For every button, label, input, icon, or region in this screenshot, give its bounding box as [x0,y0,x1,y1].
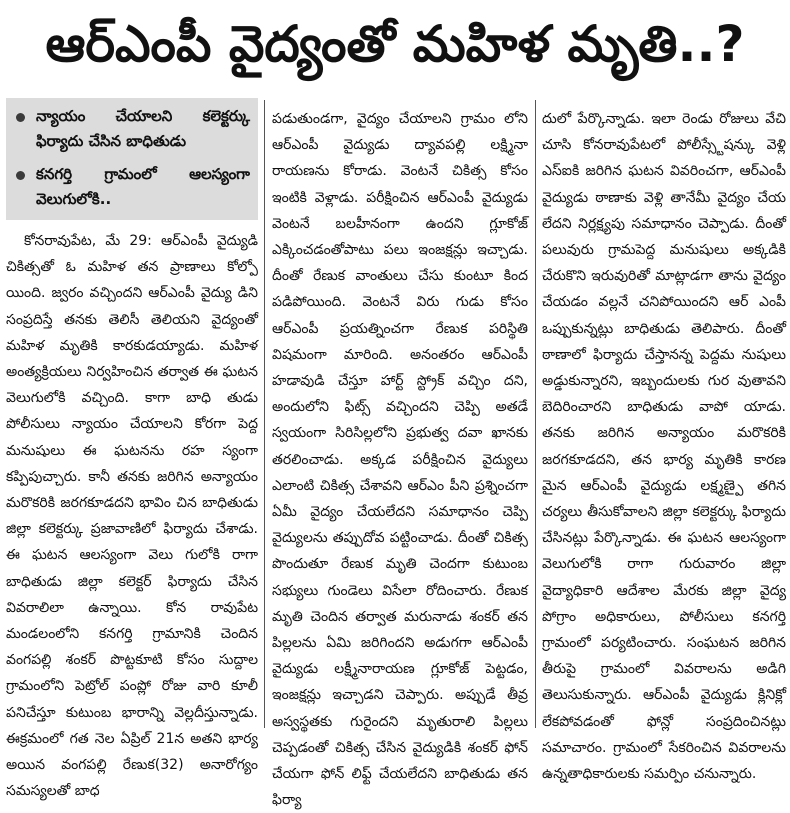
highlight-text: న్యాయం చేయాలని కలెక్టర్కు ఫిర్యాదు చేసిన బాధితుడు [36,107,250,150]
bullet-icon [16,113,25,122]
article-text: దులో పేర్కొన్నాడు. ఇలా రెండు రోజులు వేచి చూసి కోనరావుపేటలో పోలీస్స్టేషన్కు వెళ్లి ఎస్ఐకి జరిగిన ఘటన వివరించగా, ఆర్ఎంపీ వైద్యుడు ఠాణాకు వెళ్లి తానేమీ వైద్యం చేయ లేదని నిర్లక్ష్యపు సమాధానం చెప్పాడు. దీంతో పలువురు గ్రామపెద్ద మనుషులు అక్కడికి చేరుకొని ఇరువురితో మాట్లాడగా తాను వైద్యం చేయడం వల్లనే చనిపోయిందని ఆర్ ఎంపీ ఒప్పుకున్నట్లు బాధితుడు తెలిపారు. దీంతో ఠాణాలో ఫిర్యాదు చేస్తానన్న పెద్దమ నుషులు అడ్డుకున్నారని, ఇబ్బందులకు గుర వుతావని బెదిరించారని బాధితుడు వాపో యాడు. తనకు జరిగిన అన్యాయం మరొకరికి జరగకూడదని, తన భార్య మృతికి కారణ మైన ఆర్ఎంపీ వైద్యుడు లక్ష్మణ్పై తగిన చర్యలు తీసుకోవాలని జిల్లా కలెక్టర్కు ఫిర్యాదు చేసినట్లు పేర్కొన్నాడు. ఈ ఘటన ఆలస్యంగా వెలుగులోకి రాగా గురువారం జిల్లా వైద్యాధికారి ఆదేశాల మేరకు జిల్లా వైద్య పోగ్రాం అధికారులు, పోలీసులు కనగర్తి గ్రామంలో పర్యటించారు. సంఘటన జరిగిన తీరుపై గ్రామంలో వివరాలను అడిగి తెలుసుకున్నారు. ఆర్ఎంపీ వైద్యుడు క్లినిక్లో లేకపోవడంతో ఫోన్లో సంప్రదించినట్లు సమాచారం. గ్రామంలో సేకరించిన వివరాలను ఉన్నతాధికారులకు సమర్పిం చనున్నారు. [542,111,786,783]
article-text: పడుతుండగా, వైద్యం చేయాలని గ్రామం లోని ఆర్ఎంపీ వైద్యుడు ద్యావపల్లి లక్ష్మినా రాయణను కోరాడు. వెంటనే చికిత్స కోసం ఇంటికి వెళ్లాడు. పరీక్షించిన ఆర్ఎంపీ వైద్యుడు వెంటనే బలహీనంగా ఉందని గ్లూకోజ్ ఎక్కించడంతోపాటు పలు ఇంజక్షన్లు ఇచ్చాడు. దీంతో రేణుక వాంతులు చేసు కుంటూ కింద పడిపోయింది. వెంటనే విరు గుడు కోసం ఆర్ఎంపీ ప్రయత్నించగా రేణుక పరిస్థితి విషమంగా మారింది. అనంతరం ఆర్ఎంపీ హడావుడి చేస్తూ హార్ట్ స్ట్రోక్ వచ్చిం దని, అందులోని ఫిట్స్ వచ్చిందని చెప్పి అతడే స్వయంగా సిరిసిల్లలోని ప్రభుత్వ దవా ఖానకు తరలించాడు. అక్కడ పరీక్షించిన వైద్యులు ఎలాంటి చికిత్స చేశావని ఆర్ఎం పీని ప్రశ్నించగా ఏమీ వైద్యం చేయలేదని సమాధానం చెప్పి వైద్యులను తప్పుదోవ పట్టించాడు. దీంతో చికిత్స పొందుతూ రేణుక మృతి చెందగా కుటుంబ సభ్యులు గుండెలు విసేలా రోదించారు. రేణుక మృతి చెందిన తర్వాత మరునాడు శంకర్ తన పిల్లలను ఏమి జరిగిందని అడుగగా ఆర్ఎంపీ వైద్యుడు లక్ష్మీనారాయణ గ్లూకోజ్ పెట్టడం, ఇంజక్షన్లు ఇచ్చాడని చెప్పారు. అప్పుడే తీవ్ర అస్వస్థతకు గురైందని మృతురాలి పిల్లలు చెప్పడంతో చికిత్స చేసిన వైద్యుడికి శంకర్ ఫోన్ చేయగా ఫోన్ లిఫ్ట్ చేయలేదని బాధితుడు తన ఫిర్యా [272,111,528,809]
highlights-box [6,98,258,220]
highlight-item [12,104,250,154]
column-2 [272,106,528,809]
column-divider [535,100,536,728]
headline: ఆర్ఎంపీ వైద్యంతో మహిళ మృతి..? [45,15,745,73]
highlight-item [12,162,250,212]
column-divider [264,100,265,728]
column-3 [542,106,786,783]
highlight-text: కనగర్తి గ్రామంలో ఆలస్యంగా వెలుగులోకి.. [36,165,250,208]
article-text: కోనరావుపేట, మే 29: ఆర్ఎంపీ వైద్యుడి చికిత్సతో ఓ మహిళ తన ప్రాణాలు కోల్పో యింది. జ్వరం వచ్చిందని ఆర్ఎంపీ వైద్యు డిని సంప్రదిస్తే తనకు తెలిసీ తెలియని వైద్యంతో మహిళ మృతికి కారకుడయ్యాడు. మహిళ అంత్యక్రియలు నిర్వహించిన తర్వాత ఈ ఘటన వెలుగులోకి వచ్చింది. కాగా బాధి తుడు పోలీసులు న్యాయం చేయాలని కోరగా పెద్ద మనుషులు ఈ ఘటనను రహ స్యంగా కప్పిపుచ్చారు. కానీ తనకు జరిగిన అన్యాయం మరొకరికి జరగకూడదని భావిం చిన బాధితుడు జిల్లా కలెక్టర్కు ప్రజావాణిలో ఫిర్యాదు చేశాడు. ఈ ఘటన ఆలస్యంగా వెలు గులోకి రాగా బాధితుడు జిల్లా కలెక్టర్ ఫిర్యాదు చేసిన వివరాలిలా ఉన్నాయి. కోన రావుపేట మండలంలోని కనగర్తి గ్రామానికి చెందిన వంగపల్లి శంకర్ పొట్టకూటి కోసం సుద్దాల గ్రామంలోని పెట్రోల్ పంప్లో రోజు వారి కూలీ పనిచేస్తూ కుటుంబ భారాన్ని వెల్లదీస్తున్నాడు. ఈక్రమంలో గత నెల ఏప్రిల్ 21న అతని భార్య అయిన వంగపల్లి రేణుక(32) అనారోగ్యం సమస్యలతో బాధ [6,233,258,800]
bullet-icon [16,171,25,180]
column-1 [6,98,258,800]
